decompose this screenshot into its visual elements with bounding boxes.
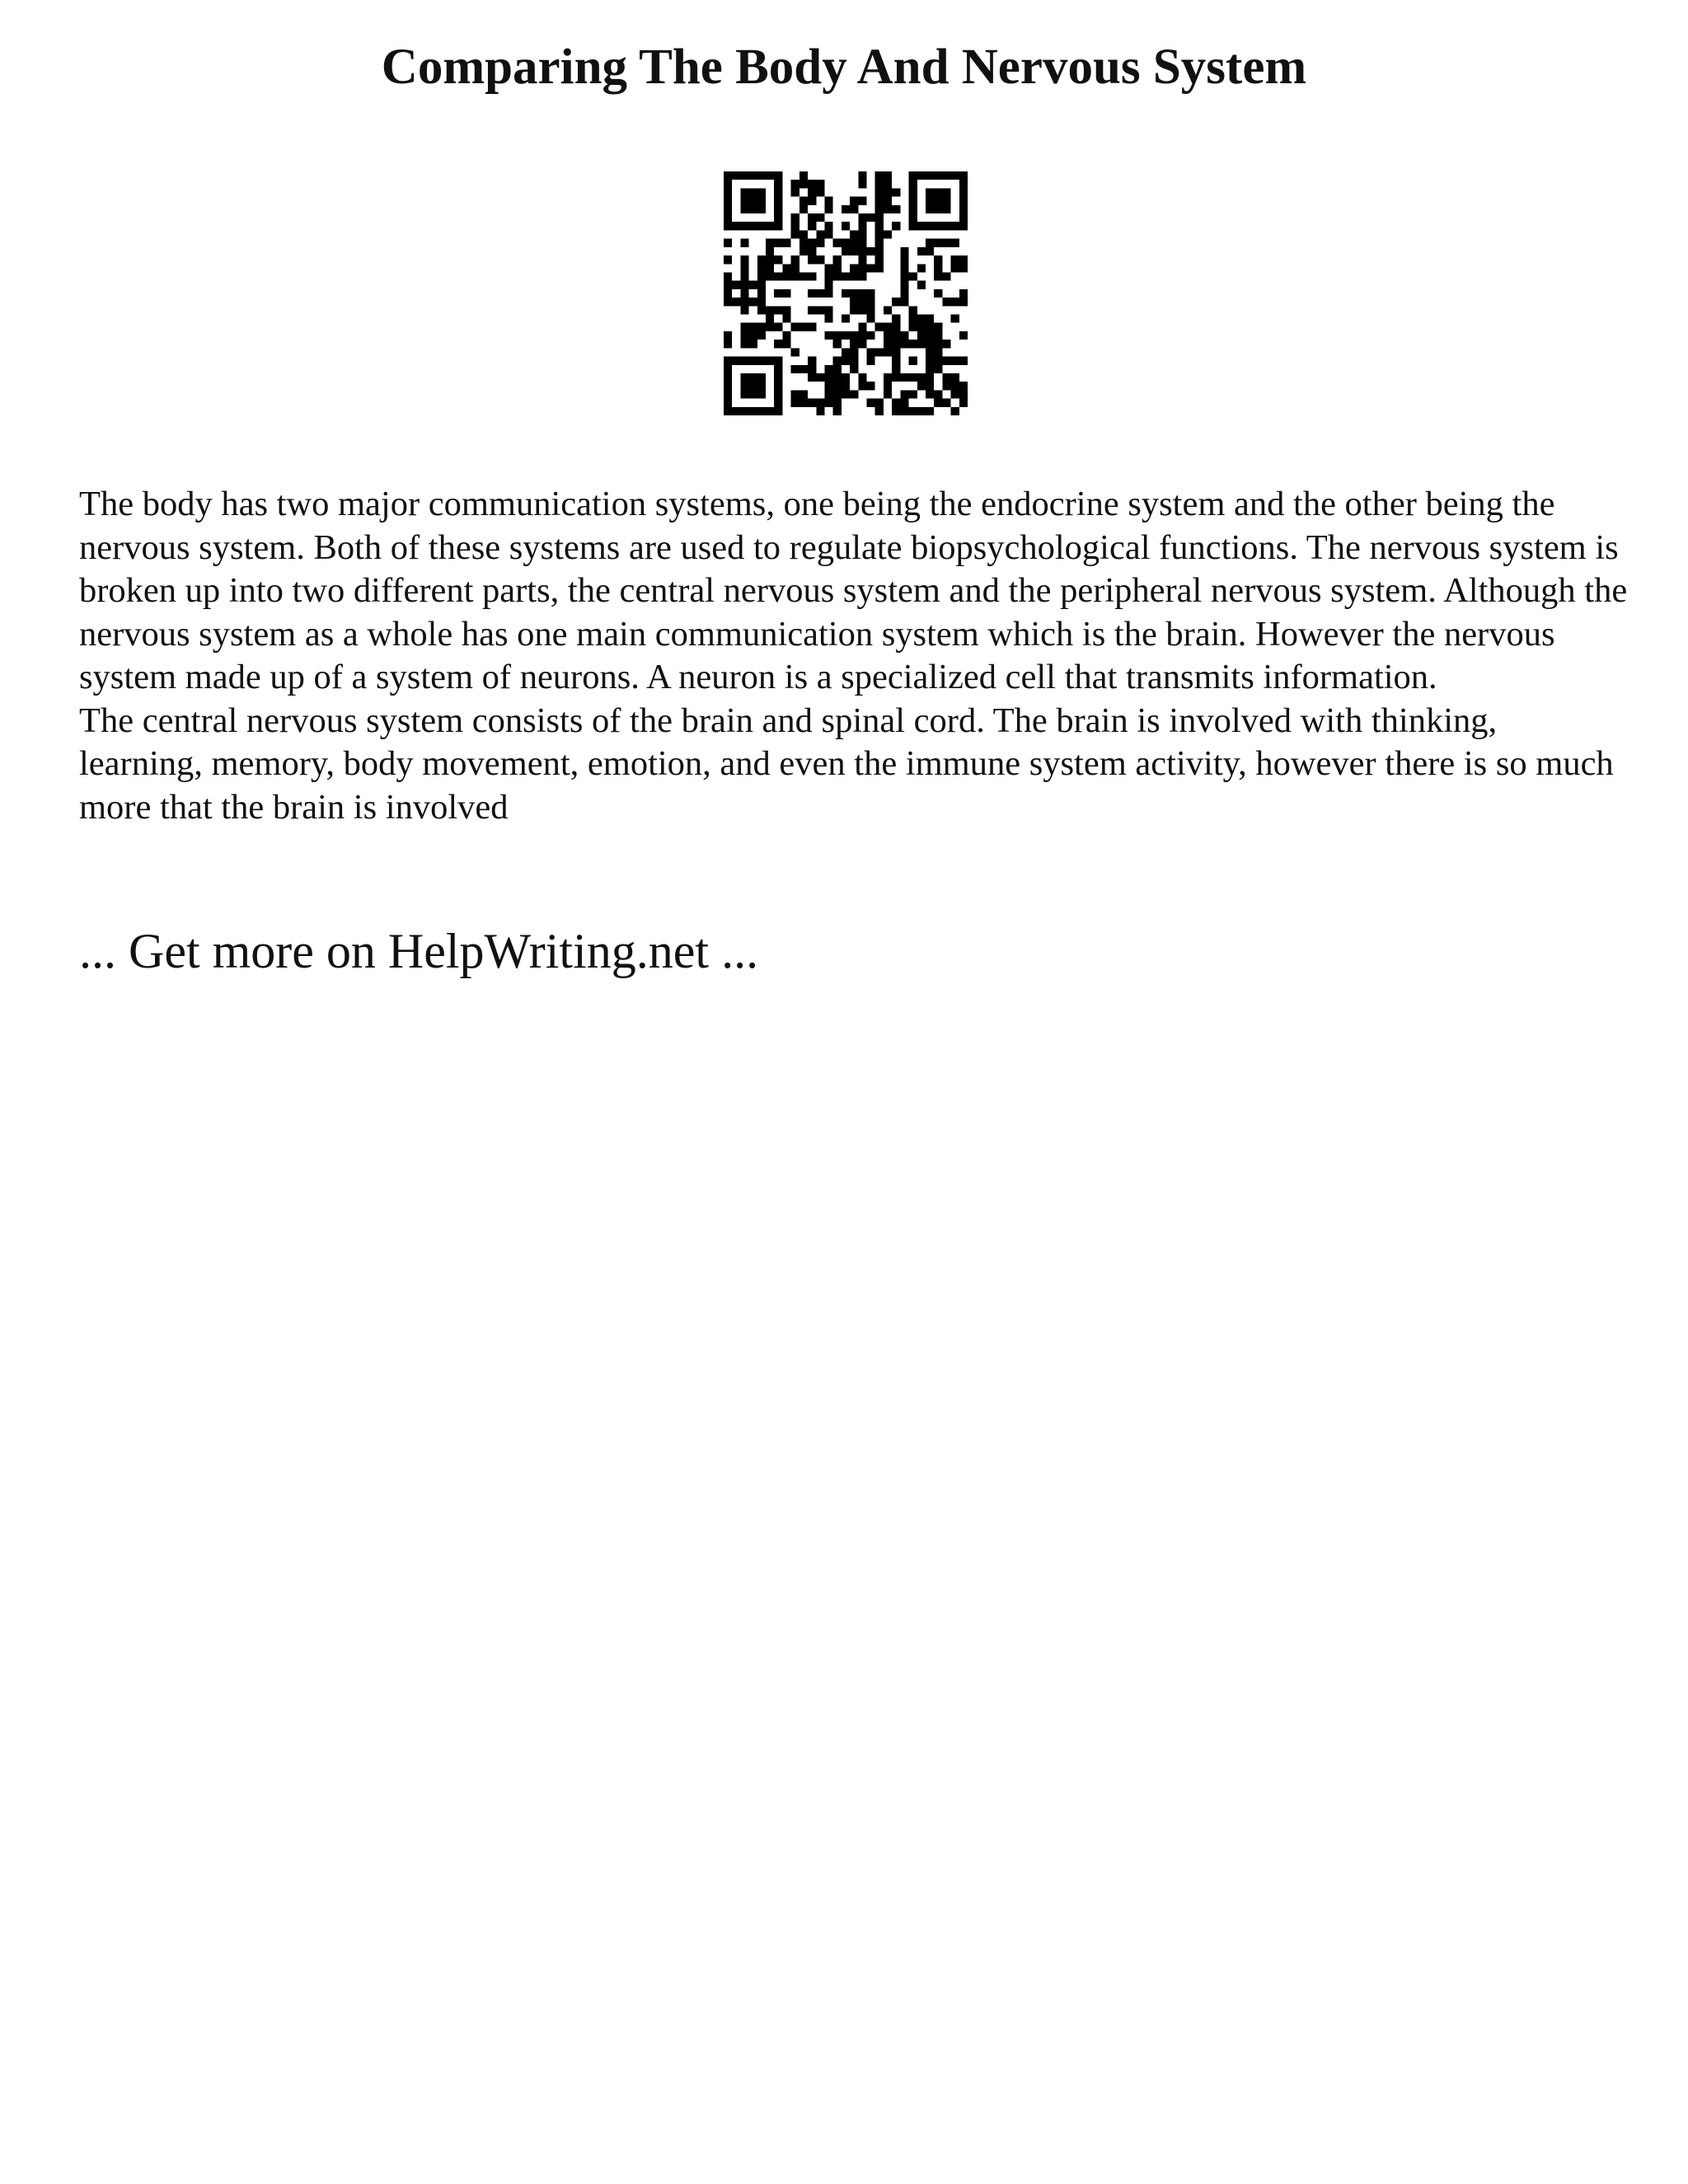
qr-code-icon (724, 171, 968, 415)
paragraph: The body has two major communication systems, one being the endocrine system and the other being the nervous system. Both of these systems are used to regulate biopsychological functions. The nervous system is broken up into two different parts, the central nervous system and the peripheral nervous system. Although the nervous system as a whole has one main communication system which is the brain. However the nervous system made up of a system of neurons. A neuron is a specialized cell that transmits information. (79, 485, 1628, 696)
page-title: Comparing The Body And Nervous System (381, 40, 1307, 95)
get-more-link[interactable]: ... Get more on HelpWriting.net ... (79, 924, 759, 978)
body-text (79, 483, 1629, 829)
paragraph: The central nervous system consists of the brain and spinal cord. The brain is involved with thinking, learning, memory, body movement, emotion, and even the immune system activity, however there is so much more that the brain is involved (79, 701, 1614, 827)
